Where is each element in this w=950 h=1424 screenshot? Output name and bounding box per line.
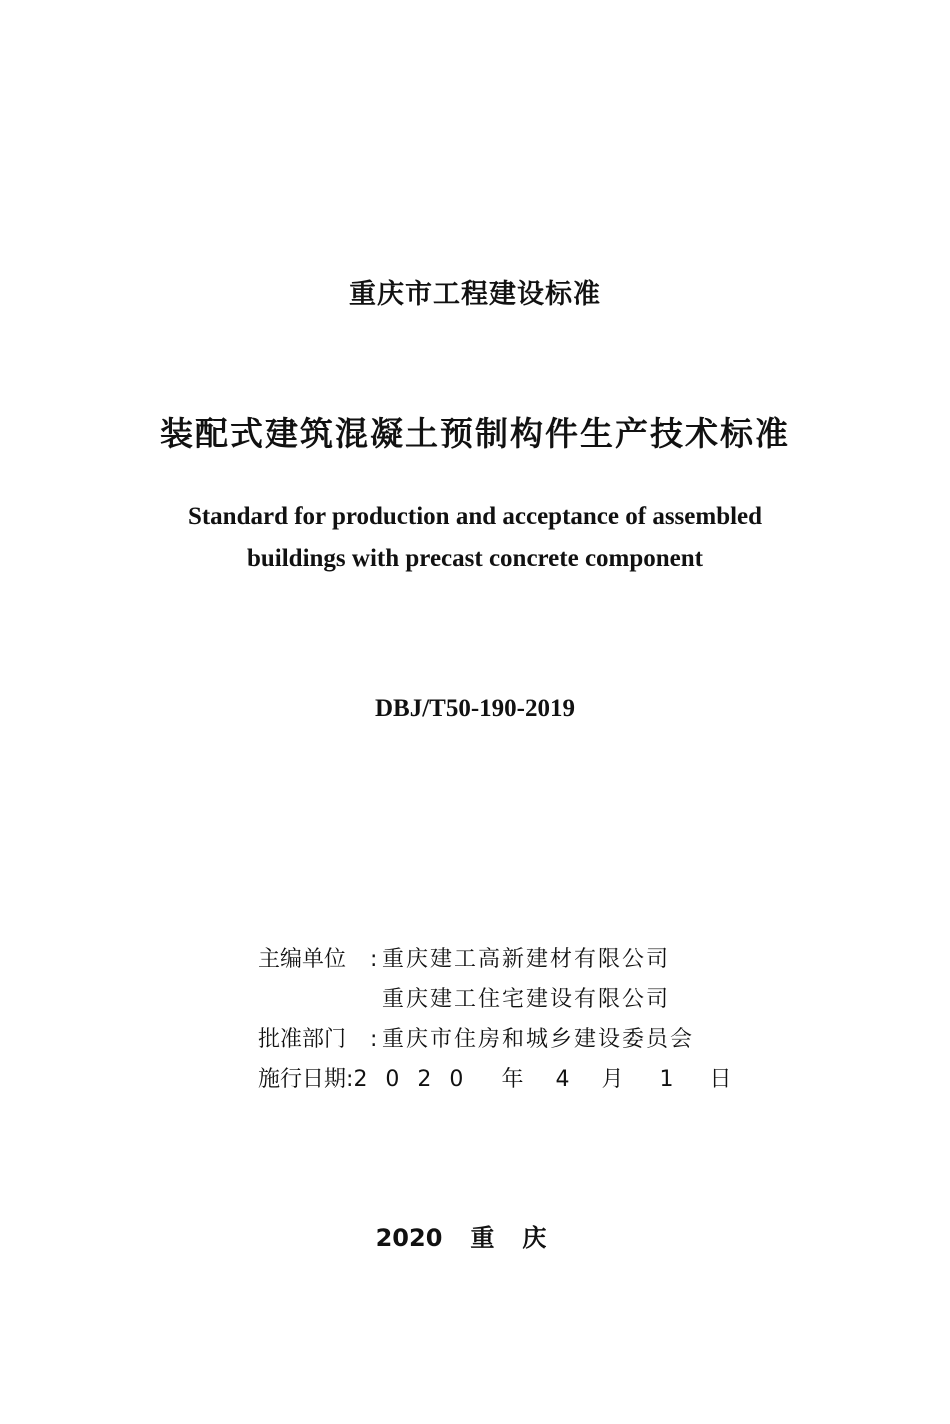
footer-city: 重庆 xyxy=(470,1224,575,1252)
colon: : xyxy=(370,1027,378,1052)
day-unit: 日 xyxy=(709,1067,734,1092)
effective-year: 2020 xyxy=(353,1067,482,1092)
english-title-line-1: Standard for production and acceptance of assembled xyxy=(187,503,763,530)
approver-label: 批准部门 xyxy=(258,1027,347,1052)
approver: 重庆市住房和城乡建设委员会 xyxy=(382,1027,695,1052)
chief-editor-2: 重庆建工住宅建设有限公司 xyxy=(382,987,671,1012)
effective-date-row xyxy=(258,1060,734,1100)
colon: : xyxy=(370,947,378,972)
standard-code: DBJ/T50-190-2019 xyxy=(375,695,575,722)
month-unit: 月 xyxy=(601,1067,626,1092)
colon: : xyxy=(346,1067,354,1092)
year-unit: 年 xyxy=(501,1067,526,1092)
effective-day: 1 xyxy=(659,1067,676,1092)
footer-year: 2020 xyxy=(375,1224,443,1252)
chief-editor-row xyxy=(258,940,718,980)
chief-editor-1: 重庆建工高新建材有限公司 xyxy=(382,947,671,972)
approver-row xyxy=(258,1020,718,1060)
effective-date-label: 施行日期 xyxy=(258,1067,347,1092)
publication-info xyxy=(258,940,734,1100)
english-title xyxy=(0,496,950,580)
chief-editor-row-2 xyxy=(258,980,718,1020)
chief-editor-label: 主编单位 xyxy=(258,947,347,972)
effective-month: 4 xyxy=(555,1067,572,1092)
english-title-line-2: buildings with precast concrete component xyxy=(246,545,704,572)
series-title: 重庆市工程建设标准 xyxy=(349,279,601,310)
main-title: 装配式建筑混凝土预制构件生产技术标准 xyxy=(160,414,790,453)
effective-date xyxy=(353,1060,733,1100)
publication-footer xyxy=(0,1218,950,1253)
